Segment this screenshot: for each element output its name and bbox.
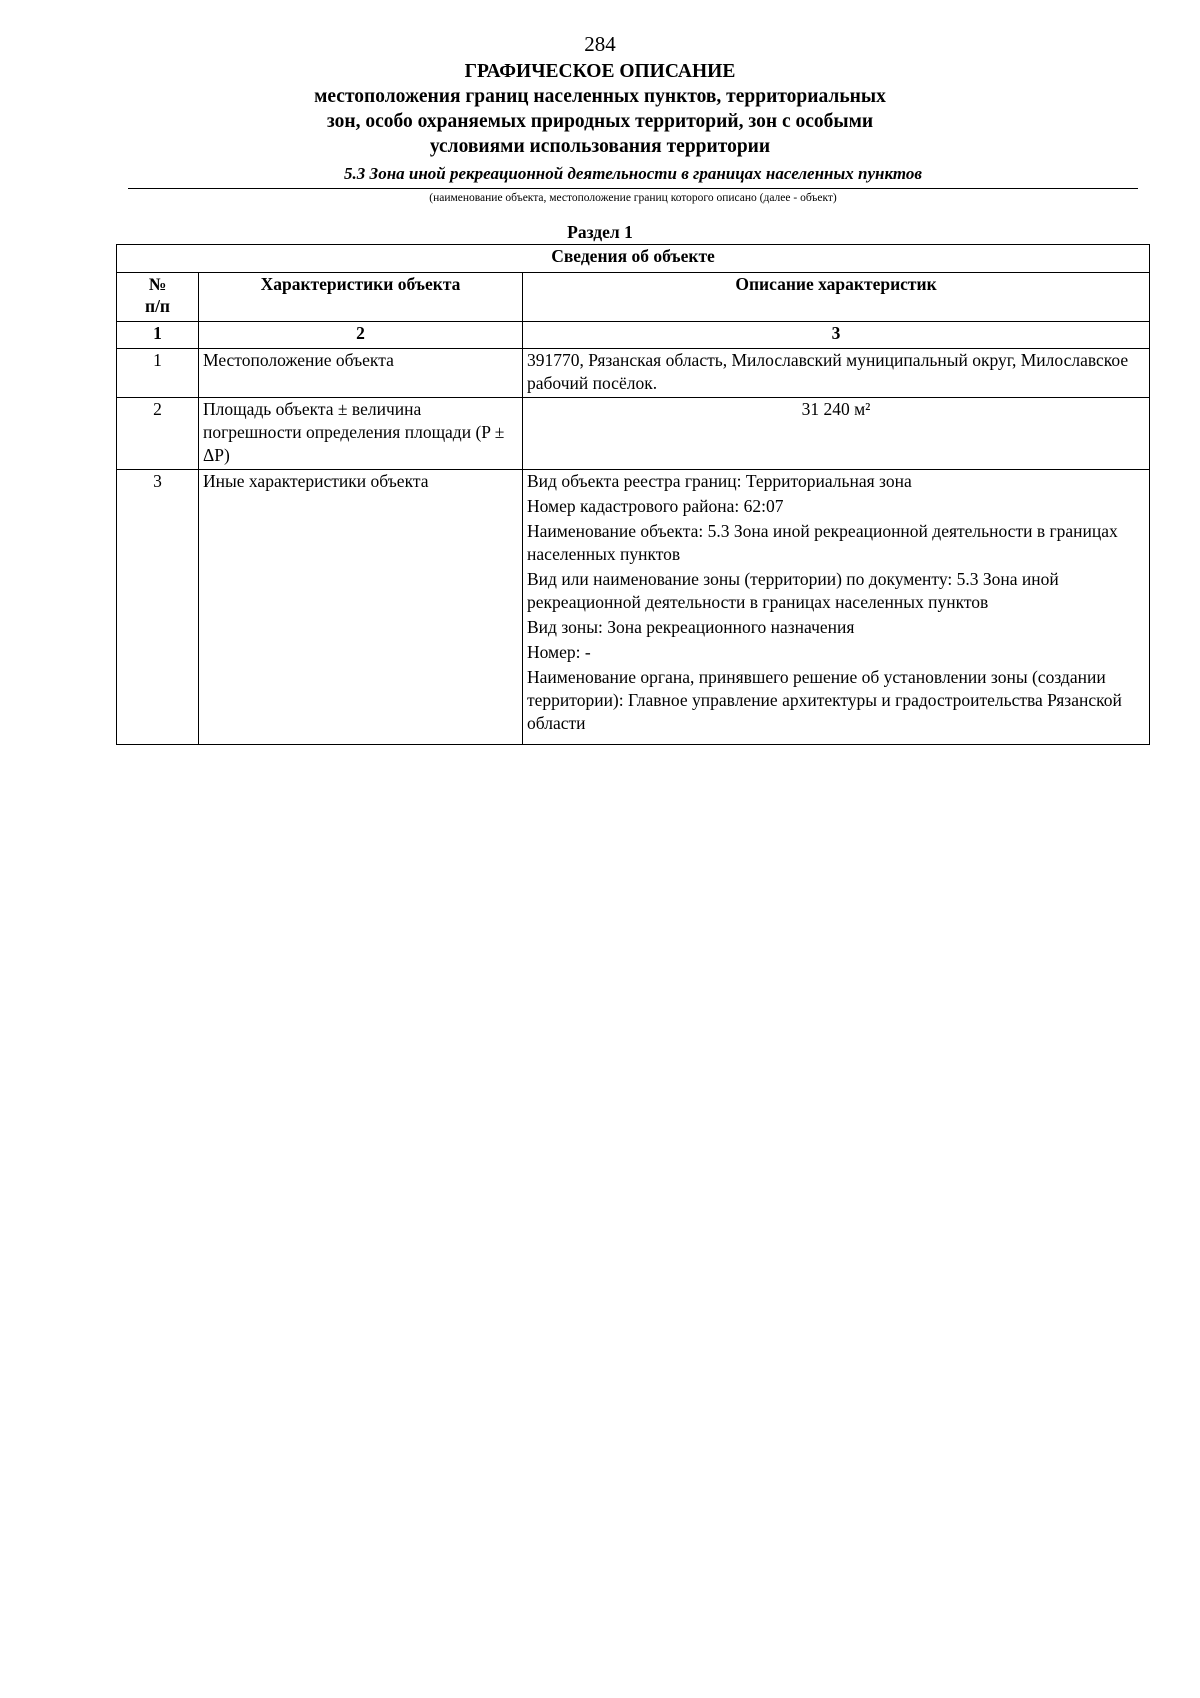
column-index-2: 2 bbox=[199, 322, 523, 349]
object-name-caption: (наименование объекта, местоположение границ которого описано (далее - объект) bbox=[429, 192, 837, 204]
column-index-1: 1 bbox=[117, 322, 199, 349]
header-number-symbol: № bbox=[148, 274, 167, 294]
table-row bbox=[117, 398, 1150, 470]
row-number: 1 bbox=[117, 349, 199, 398]
row-characteristic: Иные характеристики объекта bbox=[199, 470, 523, 745]
row-characteristic: Местоположение объекта bbox=[199, 349, 523, 398]
row-number: 2 bbox=[117, 398, 199, 470]
heading-subtitle-line-2: зон, особо охраняемых природных территорий, зон с особыми bbox=[326, 111, 874, 132]
zone-number: Номер: - bbox=[527, 642, 591, 662]
row-characteristic: Площадь объекта ± величина погрешности определения площади (P ± ΔP) bbox=[199, 398, 523, 470]
header-characteristics: Характеристики объекта bbox=[199, 273, 523, 322]
header-description: Описание характеристик bbox=[523, 273, 1150, 322]
column-index-row bbox=[117, 322, 1150, 349]
column-index-3: 3 bbox=[523, 322, 1150, 349]
heading-title: ГРАФИЧЕСКОЕ ОПИСАНИЕ bbox=[464, 61, 736, 82]
cadastral-district-number: Номер кадастрового района: 62:07 bbox=[527, 496, 784, 516]
object-name-underline bbox=[128, 188, 1138, 189]
zone-document-name: Вид или наименование зоны (территории) по документу: 5.3 Зона иной рекреационной деятельности в границах населенных пунктов bbox=[527, 569, 1059, 612]
object-name-value: Наименование объекта: 5.3 Зона иной рекреационной деятельности в границах населенных пунктов bbox=[527, 521, 1118, 564]
object-info-table bbox=[116, 244, 1150, 745]
area-value: 31 240 м² bbox=[523, 398, 1150, 470]
table-row bbox=[117, 470, 1150, 745]
zone-type: Вид зоны: Зона рекреационного назначения bbox=[527, 617, 855, 637]
document-heading bbox=[0, 59, 1200, 159]
header-number bbox=[117, 273, 199, 322]
table-row bbox=[117, 349, 1150, 398]
object-name: 5.3 Зона иной рекреационной деятельности в границах населенных пунктов bbox=[344, 164, 922, 183]
heading-subtitle-line-1: местоположения границ населенных пунктов, территориальных bbox=[314, 86, 886, 107]
decision-authority: Наименование органа, принявшего решение об установлении зоны (создании территории): Главное управление архитектуры и градостроительства Рязанской области bbox=[527, 667, 1122, 733]
location-value: 391770, Рязанская область, Милославский муниципальный округ, Милославское рабочий посёлок. bbox=[527, 350, 1129, 393]
registry-object-type: Вид объекта реестра границ: Территориальная зона bbox=[527, 471, 912, 491]
table-caption: Сведения об объекте bbox=[117, 245, 1150, 273]
header-number-abbr: п/п bbox=[144, 296, 171, 316]
table-caption-row bbox=[117, 245, 1150, 273]
section-title: Раздел 1 bbox=[567, 222, 633, 242]
page-number: 284 bbox=[584, 32, 616, 56]
row-number: 3 bbox=[117, 470, 199, 745]
table-header-row bbox=[117, 273, 1150, 322]
row-description bbox=[523, 349, 1150, 398]
row-description bbox=[523, 470, 1150, 745]
heading-subtitle-line-3: условиями использования территории bbox=[429, 136, 771, 157]
